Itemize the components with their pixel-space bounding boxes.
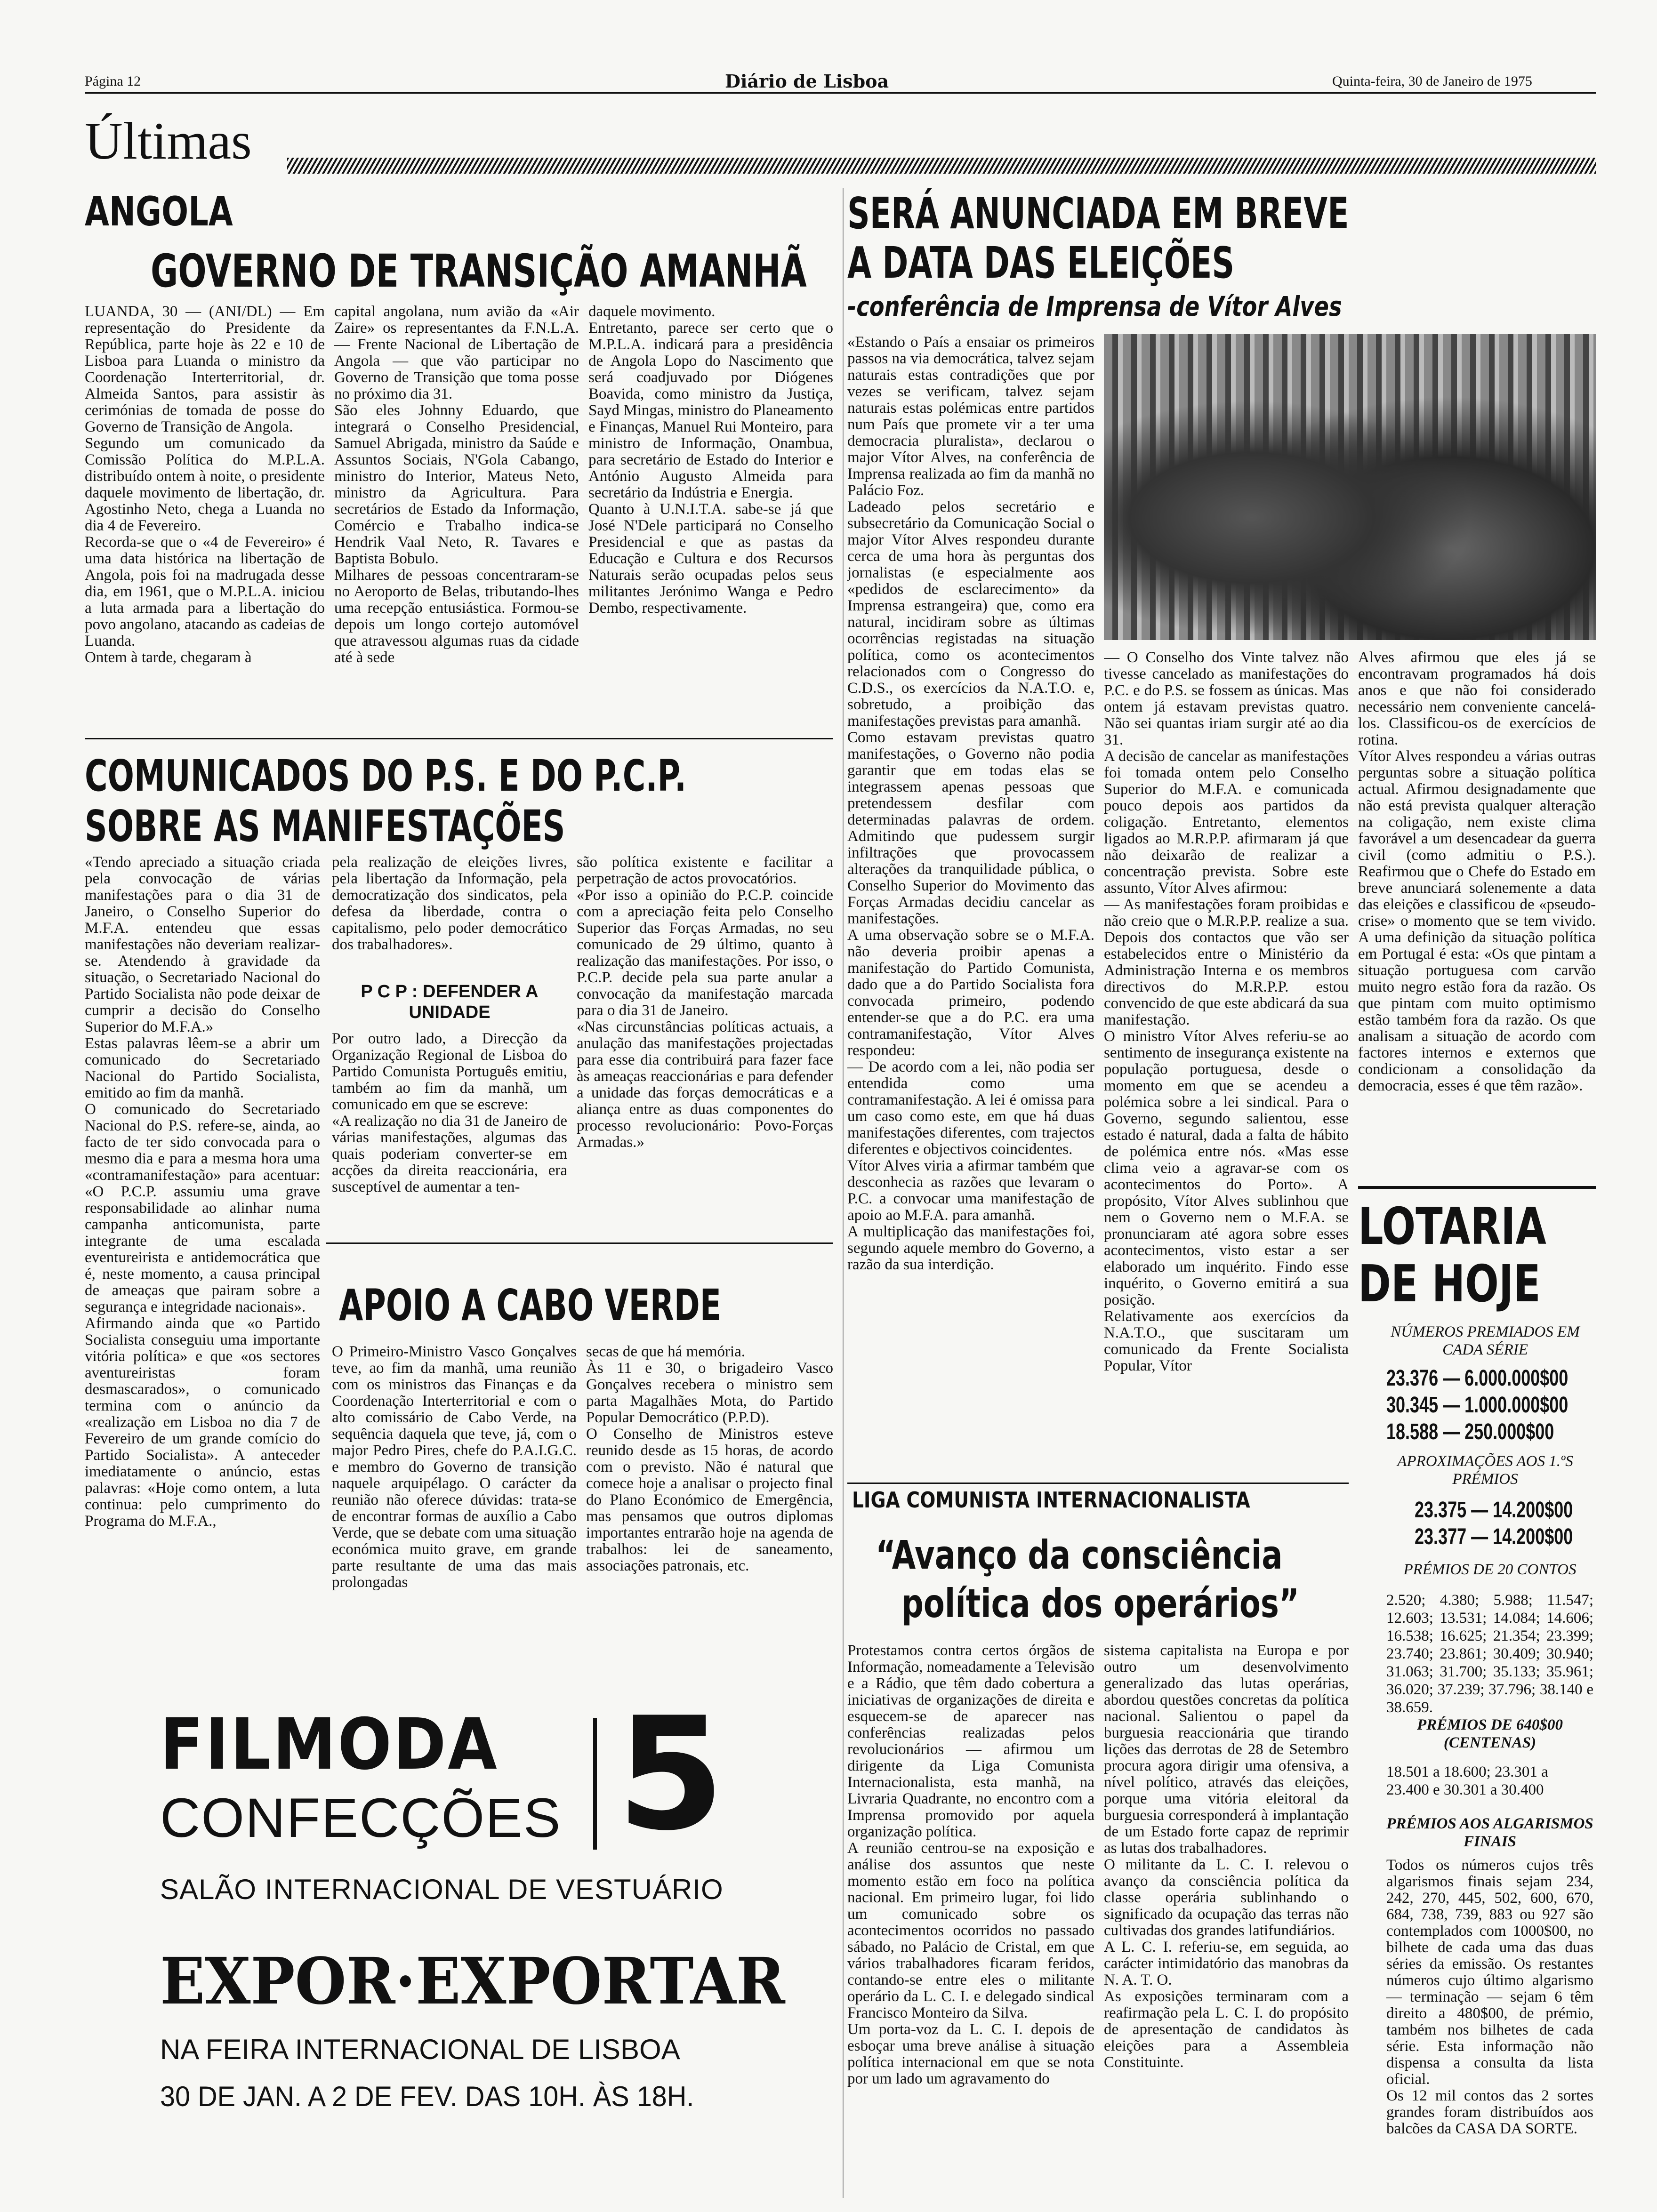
ad-feira: NA FEIRA INTERNACIONAL DE LISBOA (160, 2034, 680, 2065)
prize-2-number: 30.345 (1386, 1393, 1439, 1418)
prize-3-value: 250.000$00 (1464, 1419, 1554, 1444)
press-conference-photo (1104, 334, 1596, 640)
eleicoes-headline-2: A DATA DAS ELEIÇÕES (847, 238, 1235, 288)
comunicados-col-2a: pela realização de eleições livres, pela libertação da Informação, pela democratização dos sindicatos, pela defesa da liberdade, contra o capitalismo, pelo poder democrático dos trabalhadores». (332, 854, 567, 953)
ad-salao: SALÃO INTERNACIONAL DE VESTUÁRIO (160, 1874, 724, 1905)
masthead: Diário de Lisboa (725, 71, 889, 92)
section-hatch (287, 158, 1596, 174)
eleicoes-headline-1: SERÁ ANUNCIADA EM BREVE (847, 188, 1349, 239)
comunicados-col-1: «Tendo apreciado a situação criada pela convocação de várias manifestações para o dia 31 de Janeiro, o Conselho Superior do M.F.A. entendeu que essas manifestações não deveriam realizar-se. Atendendo à gravidade da situação, o Secretariado Nacional do Partido Socialista não pode deixar de cumprir a decisão do Conselho Superior do M.F.A.» Estas palavras lêem-se a abrir um comunicado do Secretariado Nacional do Partido Socialista, emitido ao fim da manhã. O comunicado do Secretariado Nacional do P.S. refere-se, ainda, ao facto de ter sido convocada para o mesmo dia e para a mesma hora uma «contramanifestação» para acentuar: «O P.C.P. assumiu uma grave responsabilidade ao alinhar numa campanha anticomunista, parte integrante de uma escalada eventureirista e antidemocrática que é, neste momento, a causa principal de ameaças que pairam sobre a segurança e integridade nacionais». Afirmando ainda que «o Partido Socialista conseguiu uma importante vitória política» e que «os sectores aventureiristas foram desmascarados», o comunicado termina com o anúncio da «realização em Lisboa no dia 7 de Fevereiro de um grande comício do Partido Socialista». A anteceder imediatamente o anúncio, estas palavras: «Hoje como ontem, a luta continua: pelo cumprimento do Programa do M.F.A., (85, 854, 320, 1530)
premios-20-list: 2.520; 4.380; 5.988; 11.547; 12.603; 13.531; 14.084; 14.606; 16.538; 16.625; 21.354; 23.399; 23.740; 23.861; 30.409; 30.940; 31.063; 31.700; 35.133; 35.961; 36.020; 37.239; 37.796; 38.140 e 38.659. (1386, 1592, 1593, 1716)
comunicados-headline-1: COMUNICADOS DO P.S. E DO P.C.P. (85, 751, 687, 801)
comunicados-divider (326, 1242, 833, 1244)
approx-1-value: 14.200$00 (1493, 1498, 1573, 1523)
ad-brand: FILMODA (160, 1704, 499, 1786)
ad-expor: EXPOR·EXPORTAR (160, 1944, 785, 2019)
premios-20-label: PRÉMIOS DE 20 CONTOS (1403, 1561, 1577, 1578)
aproximacoes-label: APROXIMAÇÕES AOS 1.ºS PRÉMIOS (1397, 1453, 1573, 1488)
ad-number-logo: 5 (617, 1684, 725, 1865)
liga-headline-1: “Avanço da consciência (876, 1532, 1283, 1578)
eleicoes-col-3: Alves afirmou que eles já se encontravam programados há dois anos e que não foi considerado necessário nem conveniente cancelá-los. Classificou-os de exercícios de rotina. Vítor Alves respondeu a várias outras perguntas sobre a situação política actual. Afirmou designadamente que não está prevista qualquer alteração na coligação, nem existe clima favorável a um desencadear da guerra civil (como admitiu o P.S.). Reafirmou que o Chefe do Estado em breve anunciará solenemente a data das eleições e classificou de «pseudo-crise» o momento que se tem vivido. A uma definição da situação política em Portugal é esta: «Os que pintam a situação portuguesa com carvão muito negro estão fora da razão. Os que pintam com muito optimismo estão também fora da razão. Os que analisam a situação de acordo com factores internos e externos que condicionam a consolidação da democracia, esses é que têm razão». (1358, 649, 1596, 1094)
comunicados-col-2b: Por outro lado, a Direcção da Organização Regional de Lisboa do Partido Comunista Português emitiu, também ao fim da manhã, um comunicado em que se escreve: «A realização no dia 31 de Janeiro de várias manifestações, algumas das quais poderiam converter-se em acções da direita reaccionária, era susceptível de aumentar a ten- (332, 1031, 567, 1195)
algarismos-finais-label: PRÉMIOS AOS ALGARISMOS FINAIS (1386, 1815, 1593, 1850)
approx-1-number: 23.375 (1415, 1498, 1467, 1523)
approx-1: 23.375 — 14.200$00 (1415, 1498, 1573, 1523)
lotaria-title-1: LOTARIA (1358, 1197, 1546, 1256)
prize-3-number: 18.588 (1386, 1419, 1439, 1444)
comunicados-headline-2: SOBRE AS MANIFESTAÇÕES (85, 801, 565, 851)
angola-col-2: capital angolana, num avião da «Air Zaire» os representantes da F.N.L.A. — Frente Nacional de Libertação de Angola — que vão participar no Governo de Transição que toma posse no próximo dia 31. São eles Johnny Eduardo, que integrará o Conselho Presidencial, Samuel Abrigada, ministro da Saúde e Assuntos Sociais, N'Gola Cabango, ministro do Interior, Mateus Neto, ministro da Agricultura. Para secretários de Estado da Informação, Comércio e Trabalho indica-se Hendrik Vaal Neto, R. Tavares e Baptista Bobulo. Milhares de pessoas concentraram-se no Aeroporto de Belas, tributando-lhes uma recepção entusiástica. Formou-se depois um longo cortejo automóvel que atravessou algumas ruas da cidade até à sede (334, 304, 579, 666)
liga-rule (847, 1483, 1349, 1484)
prize-1-value: 6.000.000$00 (1464, 1366, 1569, 1391)
liga-label: LIGA COMUNISTA INTERNACIONALISTA (852, 1487, 1250, 1513)
prize-1: 23.376 — 6.000.000$00 (1386, 1366, 1569, 1391)
section-title: Últimas (85, 112, 252, 170)
cabo-verde-col-1: O Primeiro-Ministro Vasco Gonçalves teve, ao fim da manhã, uma reunião com os ministros das Finanças e da Coordenação Interterritorial e com o alto comissário de Cabo Verde, na sequência daquela que teve, já, com o major Pedro Pires, chefe do P.A.I.G.C. e membro do Governo de transição naquele arquipélago. O carácter da reunião não oferece dúvidas: trata-se de encontrar formas de auxílio a Cabo Verde, que se debate com uma situação económica muito grave, em grande parte resultante de uma das mais prolongadas (332, 1344, 577, 1591)
approx-2: 23.377 — 14.200$00 (1415, 1524, 1573, 1549)
liga-col-2: sistema capitalista na Europa e por outro um desenvolvimento generalizado das lutas operárias, abordou questões concretas da política nacional. Salientou o papel da burguesia reaccionária que tirando lições das derrotas de 28 de Setembro procura agora dirigir uma ofensiva, a nível político, através das eleições, porque uma vitória eleitoral da burguesia corresponderá à implantação de um Estado forte capaz de reprimir as lutas dos trabalhadores. O militante da L. C. I. relevou o avanço da consciência política da classe operária sublinhando o significado da ocupação das terras não cultivadas dos grandes latifundiários. A L. C. I. referiu-se, em seguida, ao carácter intimidatório das manobras da N. A. T. O. As exposições terminaram com a reafirmação pela L. C. I. do propósito de apresentação de candidatos às eleições para a Assembleia Constituinte. (1104, 1643, 1349, 2071)
angola-rule (85, 738, 833, 739)
column-separator (843, 188, 844, 2198)
lotaria-box (1358, 1186, 1596, 2201)
prize-2-value: 1.000.000$00 (1464, 1393, 1569, 1418)
comunicados-col-3: são política existente e facilitar a perpetração de actos provocatórios. «Por isso a opinião do P.C.P. coincide com a apreciação feita pelo Conselho Superior das Forças Armadas, no seu comunicado de 29 último, quanto à realização das manifestações. Por isso, o P.C.P. decide pela sua parte anular a convocação da manifestação marcada para o dia 31 de Janeiro. «Nas circunstâncias políticas actuais, a anulação das manifestações projectadas para esse dia contribuirá para fazer face às ameaças reaccionárias e para defender a unidade das forças democráticas e a aliança entre as duas componentes do processo revolucionário: Povo-Forças Armadas.» (577, 854, 833, 1151)
liga-col-1: Protestamos contra certos órgãos de Informação, nomeadamente a Televisão e a Rádio, que têm dado cobertura a iniciativas de organizações de direita e esquecem-se de aparecer nas conferências realizadas pelos revolucionários — afirmou um dirigente da Liga Comunista Internacionalista, esta manhã, na Livraria Quadrante, no encontro com a Imprensa promovido por aquela organização política. A reunião centrou-se na exposição e análise dos assuntos que neste momento estão em foco na política nacional. Em primeiro lugar, foi lido um comunicado sobre os acontecimentos ocorridos no passado sábado, no Palácio de Cristal, em que vários trabalhadores ficaram feridos, contando-se entre eles o militante operário da L. C. I. e delegado sindical Francisco Monteiro da Silva. Um porta-voz da L. C. I. depois de esboçar uma breve análise à situação política internacional em que se nota por um lado um agravamento do (847, 1643, 1094, 2087)
pcp-subheading: P C P : DEFENDER A UNIDADE (361, 982, 539, 1022)
ad-box (141, 1684, 785, 2141)
liga-headline-2: política dos operários” (901, 1580, 1299, 1627)
eleicoes-col-2: — O Conselho dos Vinte talvez não tivesse cancelado as manifestações do P.C. e do P.S. se fossem as únicas. Mas ontem já estavam previstas quatro. Não sei quantas iriam surgir até ao dia 31. A decisão de cancelar as manifestações foi tomada ontem pelo Conselho Superior do M.F.A. e comunicada pouco depois aos partidos da coligação. Entretanto, elementos ligados ao M.R.P.P. afirmaram já que não deixarão de realizar a concentração prevista. Sobre este assunto, Vítor Alves afirmou: — As manifestações foram proibidas e não creio que o M.R.P.P. realize a sua. Depois dos contactos que vão ser estabelecidos entre o Ministério da Administração Interna e os membros directivos do M.R.P.P. estou convencido de que este abdicará da sua manifestação. O ministro Vítor Alves referiu-se ao sentimento de insegurança existente na população portuguesa, desde o momento em que se acendeu a polémica sobre a lei sindical. Para o Governo, segundo salientou, esse estado é natural, dada a falta de hábito de polémica entre nós. «Mas esse clima veio a agravar-se com os acontecimentos do Porto». A propósito, Vítor Alves sublinhou que nem o Governo nem o M.F.A. se pronunciaram até agora sobre esses acontecimentos, visto estar a ser elaborado um inquérito. Findo esse inquérito, o Governo emitirá a sua posição. Relativamente aos exercícios da N.A.T.O., que suscitaram um comunicado da Frente Socialista Popular, Vítor (1104, 649, 1349, 1374)
numeros-premiados-label: NÚMEROS PREMIADOS EM CADA SÉRIE (1391, 1323, 1580, 1358)
approx-2-value: 14.200$00 (1493, 1524, 1573, 1549)
ad-brand-subline: CONFECÇÕES (160, 1787, 562, 1849)
prize-2: 30.345 — 1.000.000$00 (1386, 1393, 1569, 1418)
ad-divider (593, 1718, 597, 1850)
cabo-verde-headline: APOIO A CABO VERDE (339, 1280, 721, 1330)
premios-640-label: PRÉMIOS DE 640$00 (CENTENAS) (1417, 1716, 1563, 1751)
angola-col-3: daquele movimento. Entretanto, parece ser certo que o M.P.L.A. indicará para a presidência de Angola Lopo do Nascimento que será coadjuvado por Diógenes Boavida, como ministro da Justiça, Sayd Mingas, ministro do Planeamento e Finanças, Manuel Rui Monteiro, para ministro de Informação, Onambua, para secretário de Estado do Interior e António Augusto Almeida para secretário da Indústria e Energia. Quanto à U.N.I.T.A. sabe-se já que José N'Dele participará no Conselho Presidencial e que as pastas da Educação e Cultura e dos Recursos Naturais serão ocupadas pelos seus militantes Jerónimo Wanga e Pedro Dembo, respectivamente. (588, 304, 833, 617)
prize-1-number: 23.376 (1386, 1366, 1439, 1391)
lotaria-title-2: DE HOJE (1358, 1255, 1541, 1314)
algarismos-finais-text: Todos os números cujos três algarismos finais sejam 234, 242, 270, 445, 502, 600, 670, 684, 738, 739, 883 ou 927 são contemplados com 1000$00, no bilhete de cada uma das duas séries da emissão. Os restantes números cujo último algarismo — terminação — sejam 6 têm direito a 480$00, de prémio, também nos bilhetes de cada série. Esta informação não dispensa a consulta da lista oficial. Os 12 mil contos das 2 sortes grandes foram distribuídos aos balcões da CASA DA SORTE. (1386, 1857, 1593, 2137)
issue-date: Quinta-feira, 30 de Janeiro de 1975 (1332, 73, 1532, 89)
page-number: Página 12 (85, 73, 141, 89)
angola-headline: GOVERNO DE TRANSIÇÃO AMANHÃ (151, 245, 807, 297)
eleicoes-col-1: «Estando o País a ensaiar os primeiros passos na via democrática, talvez sejam naturais estas contradições que por vezes se verificam, talvez sejam naturais estas polémicas entre partidos num País que promete vir a ter uma democracia pluralista», declarou o major Vítor Alves, na conferência de Imprensa realizada ao fim da manhã no Palácio Foz. Ladeado pelos secretário e subsecretário da Comunicação Social o major Vítor Alves respondeu durante cerca de uma hora às perguntas dos jornalistas (e especialmente aos «pedidos de esclarecimento» da Imprensa estrangeira) que, como era natural, incidiram sobre as últimas ocorrências registadas na situação política, como os acontecimentos relacionados com o Congresso do C.D.S., os exercícios da N.A.T.O. e, sobretudo, a proibição das manifestações previstas para amanhã. Como estavam previstas quatro manifestações, o Governo não podia garantir que em todas elas se integrassem apenas pessoas que pretendessem desfilar com determinadas palavras de ordem. Admitindo que pudessem surgir infiltrações que provocassem alterações da tranquilidade pública, o Conselho Superior do Movimento das Forças Armadas decidiu cancelar as manifestações. A uma observação sobre se o M.F.A. não deveria proibir apenas a manifestação do Partido Comunista, dado que a do Partido Socialista fora convocada primeiro, podendo entender-se que a do P.C. era uma contramanifestação, Vítor Alves respondeu: — De acordo com a lei, não podia ser entendida como uma contramanifestação. A lei é omissa para um caso como este, em que há duas manifestações diferentes, com trajectos diferentes e objectivos coincidentes. Vítor Alves viria a afirmar também que desconhecia as razões que levaram o P.C. a convocar uma manifestação de apoio ao M.F.A. para amanhã. A multiplicação das manifestações foi, segundo aquele membro do Governo, a razão da sua interdição. (847, 334, 1094, 1273)
premios-640-list: 18.501 a 18.600; 23.301 a 23.400 e 30.301 a 30.400 (1386, 1763, 1548, 1798)
eleicoes-subheadline: -conferência de Imprensa de Vítor Alves (847, 290, 1342, 322)
prize-3: 18.588 — 250.000$00 (1386, 1419, 1554, 1444)
approx-2-number: 23.377 (1415, 1524, 1467, 1549)
angola-col-1: LUANDA, 30 — (ANI/DL) — Em representação do Presidente da República, parte hoje às 22 e 10 de Lisboa para Luanda o ministro da Coordenação Interterritorial, dr. Almeida Santos, para assistir às cerimónias de tomada de posse do Governo de Transição de Angola. Segundo um comunicado da Comissão Política do M.P.L.A. distribuído ontem à noite, o presidente daquele movimento de libertação, dr. Agostinho Neto, chega a Luanda no dia 4 de Fevereiro. Recorda-se que o «4 de Fevereiro» é uma data histórica na libertação de Angola, pois foi na madrugada desse dia, em 1961, que o M.P.L.A. iniciou a luta armada para a libertação do povo angolano, atacando as cadeias de Luanda. Ontem à tarde, chegaram à (85, 304, 325, 666)
cabo-verde-col-2: secas de que há memória. Às 11 e 30, o brigadeiro Vasco Gonçalves recebera o ministro sem parta Magalhães Mota, do Partido Popular Democrático (P.P.D). O Conselho de Ministros esteve reunido desde as 15 horas, de acordo com o previsto. Não é natural que comece hoje a analisar o projecto final do Plano Económico de Emergência, mas pensamos que outros diplomas importantes entrarão hoje na agenda de trabalhos: lei de saneamento, associações patronais, etc. (586, 1344, 833, 1574)
header-rule (85, 92, 1596, 94)
ad-dates: 30 DE JAN. A 2 DE FEV. DAS 10H. ÀS 18H. (160, 2081, 694, 2112)
angola-kicker: ANGOLA (85, 188, 233, 235)
